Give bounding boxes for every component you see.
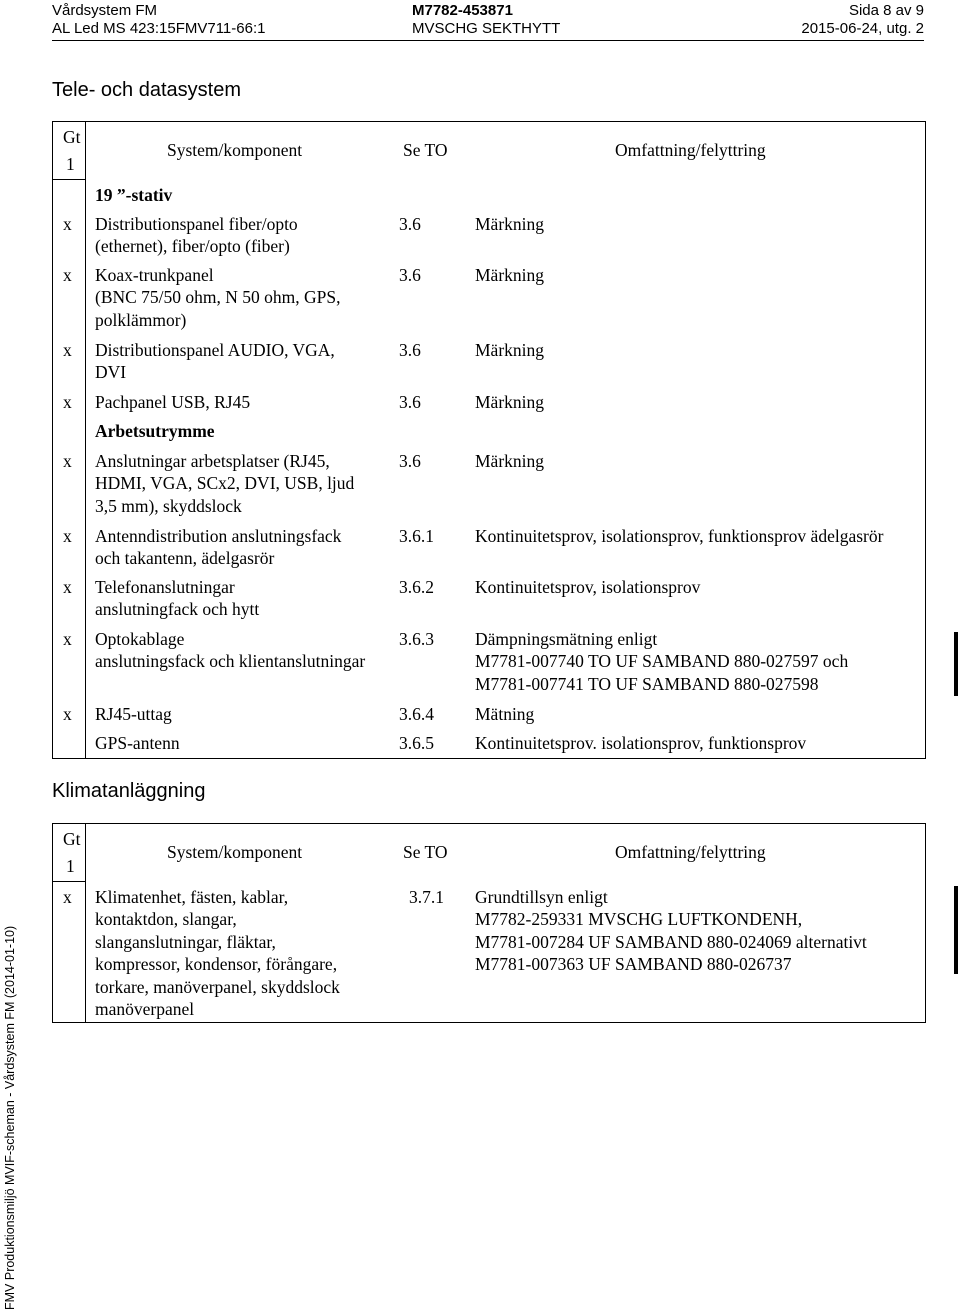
row-marker: x <box>63 526 72 546</box>
scope-value: Märkning <box>475 214 545 234</box>
header-gt: Gt <box>63 829 81 849</box>
header-scope: Omfattning/felyttring <box>615 140 766 160</box>
header-gt-number: 1 <box>66 856 75 876</box>
component-line: och takantenn, ädelgasrör <box>95 548 275 568</box>
header-component: System/komponent <box>167 140 303 160</box>
component-line: (ethernet), fiber/opto (fiber) <box>95 236 290 256</box>
scope-value: Kontinuitetsprov, isolationsprov <box>475 577 701 597</box>
component-line: anslutningsfack och klientanslutningar <box>95 651 366 671</box>
row-marker: x <box>63 340 72 360</box>
side-footer <box>0 880 20 1312</box>
side-footer-text: FMV Produktionsmiljö MVIF-scheman - Vårdsystem FM (2014-01-10) <box>3 925 17 1310</box>
header-scope: Omfattning/felyttring <box>615 842 766 862</box>
component-line: HDMI, VGA, SCx2, DVI, USB, ljud <box>95 473 355 493</box>
row-marker: x <box>63 265 72 285</box>
se-to-value: 3.6 <box>399 265 421 285</box>
component-line: Anslutningar arbetsplatser (RJ45, <box>95 451 330 471</box>
subheading-workspace: Arbetsutrymme <box>95 421 215 441</box>
scope-value: M7781-007363 UF SAMBAND 880-026737 <box>475 954 792 974</box>
climate-table <box>52 823 926 1023</box>
se-to-value: 3.6 <box>399 214 421 234</box>
se-to-value: 3.6 <box>399 392 421 412</box>
component-line: anslutningfack och hytt <box>95 599 260 619</box>
row-marker: x <box>63 577 72 597</box>
se-to-value: 3.6.1 <box>399 526 434 546</box>
scope-value: Mätning <box>475 704 535 724</box>
component-line: polklämmor) <box>95 310 187 330</box>
component-line: kompressor, kondensor, förångare, <box>95 954 338 974</box>
component-line: 3,5 mm), skyddslock <box>95 496 242 516</box>
component-line: DVI <box>95 362 127 382</box>
issue-date: 2015-06-24, utg. 2 <box>801 20 924 37</box>
scope-value: M7781-007284 UF SAMBAND 880-024069 alternativt <box>475 932 867 952</box>
component-line: RJ45-uttag <box>95 704 172 724</box>
scope-value: Dämpningsmätning enligt <box>475 629 658 649</box>
component-line: Distributionspanel AUDIO, VGA, <box>95 340 335 360</box>
row-marker: x <box>63 451 72 471</box>
se-to-value: 3.6 <box>399 340 421 360</box>
component-line: Pachpanel USB, RJ45 <box>95 392 251 412</box>
scope-value: Märkning <box>475 265 545 285</box>
component-line: Optokablage <box>95 629 185 649</box>
system-name: Vårdsystem FM <box>52 2 158 19</box>
scope-value: Grundtillsyn enligt <box>475 887 608 907</box>
scope-value: M7781-007741 TO UF SAMBAND 880-027598 <box>475 674 819 694</box>
header-gt-number: 1 <box>66 154 75 174</box>
section-title: Klimatanläggning <box>52 780 206 802</box>
tele-data-table <box>52 121 926 759</box>
component-line: torkare, manöverpanel, skyddslock <box>95 977 340 997</box>
se-to-value: 3.6.5 <box>399 733 434 753</box>
component-line: Koax-trunkpanel <box>95 265 214 285</box>
header-middle <box>412 2 560 38</box>
row-marker: x <box>63 704 72 724</box>
component-line: manöverpanel <box>95 999 195 1019</box>
subheading-rack: 19 ”-stativ <box>95 185 173 205</box>
component-line: Telefonanslutningar <box>95 577 235 597</box>
header-divider-gt <box>53 179 86 180</box>
change-bar <box>954 632 958 696</box>
document-reference: AL Led MS 423:15FMV711-66:1 <box>52 20 266 37</box>
header-se-to: Se TO <box>403 842 448 862</box>
row-marker: x <box>63 392 72 412</box>
se-to-value: 3.7.1 <box>409 887 444 907</box>
column-divider <box>85 122 86 758</box>
row-marker: x <box>63 887 72 907</box>
scope-value: M7782-259331 MVSCHG LUFTKONDENH, <box>475 909 803 929</box>
scope-value: Märkning <box>475 451 545 471</box>
se-to-value: 3.6.3 <box>399 629 434 649</box>
scope-value: Kontinuitetsprov, isolationsprov, funktionsprov ädelgasrör <box>475 526 884 546</box>
se-to-value: 3.6.4 <box>399 704 434 724</box>
se-to-value: 3.6.2 <box>399 577 434 597</box>
header-right <box>801 2 924 38</box>
component-line: Distributionspanel fiber/opto <box>95 214 298 234</box>
header-se-to: Se TO <box>403 140 448 160</box>
component-line: kontaktdon, slangar, <box>95 909 237 929</box>
component-line: (BNC 75/50 ohm, N 50 ohm, GPS, <box>95 287 341 307</box>
component-line: GPS-antenn <box>95 733 180 753</box>
component-line: Antenndistribution anslutningsfack <box>95 526 342 546</box>
page-number: Sida 8 av 9 <box>848 2 924 19</box>
scope-value: M7781-007740 TO UF SAMBAND 880-027597 och <box>475 651 849 671</box>
change-bar <box>954 886 958 974</box>
row-marker: x <box>63 214 72 234</box>
header-gt: Gt <box>63 127 81 147</box>
scope-value: Märkning <box>475 392 545 412</box>
header-divider-gt <box>53 881 86 882</box>
scope-value: Märkning <box>475 340 545 360</box>
scope-value: Kontinuitetsprov. isolationsprov, funktionsprov <box>475 733 807 753</box>
component-line: slanganslutningar, fläktar, <box>95 932 276 952</box>
header-left <box>52 2 265 38</box>
row-marker: x <box>63 629 72 649</box>
header-component: System/komponent <box>167 842 303 862</box>
section-title: Tele- och datasystem <box>52 79 241 101</box>
column-divider <box>85 824 86 1022</box>
header-divider <box>52 40 924 41</box>
document-number: M7782-453871 <box>412 2 513 19</box>
component-line: Klimatenhet, fästen, kablar, <box>95 887 289 907</box>
object-name: MVSCHG SEKTHYTT <box>412 20 561 37</box>
se-to-value: 3.6 <box>399 451 421 471</box>
